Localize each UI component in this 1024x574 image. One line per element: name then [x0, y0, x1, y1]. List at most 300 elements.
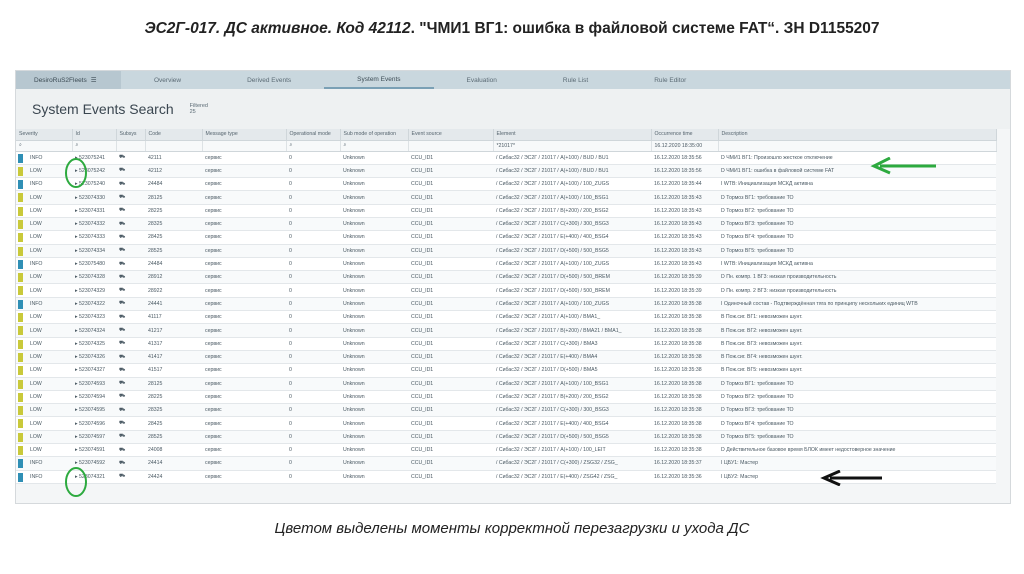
sub-mode-cell: Unknown [340, 311, 408, 324]
occurrence-time-cell: 16.12.2020 18:35:43 [651, 217, 718, 230]
element-cell: / Сибас32 / ЭС2Г / 21017 / D(+500) / 500_BREM [493, 284, 651, 297]
operational-mode-cell: 0 [286, 444, 340, 457]
code-cell: 24424 [145, 470, 202, 483]
element-cell: / Сибас32 / ЭС2Г / 21017 / С(+300) / 300_BSG3 [493, 404, 651, 417]
filter-cell[interactable] [718, 140, 996, 151]
code-cell: 24484 [145, 257, 202, 270]
expand-arrow-icon[interactable]: ▸ [75, 154, 80, 161]
expand-arrow-icon[interactable]: ▸ [75, 207, 80, 214]
id-cell [72, 444, 116, 457]
expand-arrow-icon[interactable]: ▸ [75, 181, 80, 188]
occurrence-time-cell: 16.12.2020 18:35:43 [651, 191, 718, 204]
table-row[interactable] [16, 324, 996, 337]
operational-mode-cell: 0 [286, 204, 340, 217]
severity-color-bar [18, 193, 23, 202]
expand-arrow-icon[interactable]: ▸ [75, 407, 80, 414]
severity-text: LOW [30, 447, 42, 454]
element-cell: / Сибас32 / ЭС2Г / 21017 / А(+100) / 100_ZUGS [493, 297, 651, 310]
description-cell: В Пож.сиг. ВГ4: невозможен шунт. [718, 350, 996, 363]
code-cell: 28922 [145, 284, 202, 297]
operational-mode-cell: 0 [286, 297, 340, 310]
event-source-cell: CCU_ID1 [408, 204, 493, 217]
column-header[interactable]: Occurrence time [651, 129, 718, 140]
id-cell [72, 430, 116, 443]
element-cell: / Сибас32 / ЭС2Г / 21017 / С(+300) / ZSG32 / ZSG_ [493, 457, 651, 470]
search-icon[interactable]: ⌕ [289, 142, 293, 148]
table-row[interactable] [16, 430, 996, 443]
severity-cell [16, 337, 72, 350]
id-cell [72, 191, 116, 204]
severity-text: LOW [30, 167, 42, 174]
table-row[interactable] [16, 244, 996, 257]
column-header[interactable]: Sub mode of operation [340, 129, 408, 140]
description-cell: В Пож.сиг. ВГ2: невозможен шунт. [718, 324, 996, 337]
message-type-cell: сервис [202, 271, 286, 284]
severity-cell [16, 364, 72, 377]
column-header[interactable]: Code [145, 129, 202, 140]
event-source-cell: CCU_ID1 [408, 311, 493, 324]
occurrence-time-cell: 16.12.2020 18:35:56 [651, 151, 718, 164]
severity-text: LOW [30, 194, 42, 201]
element-cell: / Сибас32 / ЭС2Г / 21017 / В(+200) / BMA21 / BMA1_ [493, 324, 651, 337]
severity-cell [16, 324, 72, 337]
id-text: 523074324 [79, 327, 106, 334]
expand-arrow-icon[interactable]: ▸ [75, 340, 80, 347]
severity-text: LOW [30, 407, 42, 414]
description-cell: В Пож.сиг. ВГ3: невозможен шунт. [718, 337, 996, 350]
element-cell: / Сибас32 / ЭС2Г / 21017 / А(+100) / BUD / BU1 [493, 164, 651, 177]
nav-evaluation[interactable]: Evaluation [466, 76, 497, 84]
slide-title-rest: . "ЧМИ1 ВГ1: ошибка в файловой системе FAT“. ЗН D1155207 [410, 20, 880, 37]
nav-system-events[interactable]: System Events [324, 71, 433, 89]
operational-mode-cell: 0 [286, 151, 340, 164]
severity-text: LOW [30, 327, 42, 334]
severity-text: LOW [30, 340, 42, 347]
sub-mode-cell: Unknown [340, 364, 408, 377]
filter-cell[interactable] [16, 140, 72, 151]
element-cell: / Сибас32 / ЭС2Г / 21017 / Е(+400) / BMA4 [493, 350, 651, 363]
subsystem-icon: ⛟ [119, 180, 126, 187]
message-type-cell: сервис [202, 364, 286, 377]
description-cell: D Тормоз ВГ2: требование ТО [718, 390, 996, 403]
severity-cell [16, 297, 72, 310]
element-cell: / Сибас32 / ЭС2Г / 21017 / D(+500) / 500_BSG5 [493, 430, 651, 443]
severity-cell [16, 350, 72, 363]
occurrence-time-cell: 16.12.2020 18:35:38 [651, 324, 718, 337]
subsys-cell [116, 151, 145, 164]
expand-arrow-icon[interactable]: ▸ [75, 221, 80, 228]
operational-mode-cell: 0 [286, 311, 340, 324]
nav-rule-list[interactable]: Rule List [562, 76, 589, 84]
severity-color-bar [18, 380, 23, 389]
app-name-menu[interactable] [16, 71, 121, 89]
message-type-cell: сервис [202, 151, 286, 164]
message-type-cell: сервис [202, 204, 286, 217]
app-window [15, 70, 1011, 504]
id-text: 523074323 [79, 314, 106, 321]
column-header[interactable]: Severity [16, 129, 72, 140]
filter-cell[interactable] [286, 140, 340, 151]
sub-mode-cell: Unknown [340, 191, 408, 204]
event-source-cell: CCU_ID1 [408, 404, 493, 417]
element-cell: / Сибас32 / ЭС2Г / 21017 / А(+100) / 100_BSG1 [493, 377, 651, 390]
operational-mode-cell: 0 [286, 257, 340, 270]
severity-cell [16, 430, 72, 443]
severity-color-bar [18, 419, 23, 428]
element-cell: / Сибас32 / ЭС2Г / 21017 / А(+100) / 100_ZUGS [493, 257, 651, 270]
slide-title [0, 20, 1024, 38]
operational-mode-cell: 0 [286, 404, 340, 417]
column-header[interactable]: Id [72, 129, 116, 140]
severity-color-bar [18, 446, 23, 455]
subsys-cell [116, 231, 145, 244]
page-header [16, 89, 1010, 129]
subsystem-icon: ⛟ [119, 393, 126, 400]
event-source-cell: CCU_ID1 [408, 337, 493, 350]
expand-arrow-icon[interactable]: ▸ [75, 300, 80, 307]
occurrence-time-cell: 16.12.2020 18:35:56 [651, 164, 718, 177]
element-cell: / Сибас32 / ЭС2Г / 21017 / Е(+400) / ZSG42 / ZSG_ [493, 470, 651, 483]
search-icon[interactable]: ⌕ [19, 142, 22, 148]
subsystem-icon: ⛟ [119, 300, 126, 307]
sub-mode-cell: Unknown [340, 457, 408, 470]
expand-arrow-icon[interactable]: ▸ [75, 314, 80, 321]
table-row[interactable] [16, 178, 996, 191]
subsys-cell [116, 364, 145, 377]
expand-arrow-icon[interactable]: ▸ [75, 247, 80, 254]
green-circle-mark-1 [62, 154, 92, 191]
id-text: 523074329 [79, 287, 106, 294]
id-text: 523074592 [79, 460, 106, 467]
subsystem-icon: ⛟ [119, 220, 126, 227]
subsystem-icon: ⛟ [119, 473, 126, 480]
severity-color-bar [18, 393, 23, 402]
operational-mode-cell: 0 [286, 364, 340, 377]
severity-text: LOW [30, 207, 42, 214]
expand-arrow-icon[interactable]: ▸ [75, 393, 80, 400]
severity-color-bar [18, 300, 23, 309]
severity-color-bar [18, 154, 23, 163]
expand-arrow-icon[interactable]: ▸ [75, 194, 80, 201]
occurrence-time-cell: 16.12.2020 18:35:44 [651, 178, 718, 191]
subsystem-icon: ⛟ [119, 273, 126, 280]
table-row[interactable] [16, 164, 996, 177]
severity-text: LOW [30, 247, 42, 254]
column-header[interactable]: Event source [408, 129, 493, 140]
severity-cell [16, 257, 72, 270]
severity-color-bar [18, 433, 23, 442]
event-source-cell: CCU_ID1 [408, 324, 493, 337]
table-row[interactable] [16, 457, 996, 470]
subsystem-icon: ⛟ [119, 420, 126, 427]
code-cell: 41417 [145, 350, 202, 363]
subsystem-icon: ⛟ [119, 459, 126, 466]
severity-text: INFO [30, 460, 43, 467]
menu-icon[interactable]: ☰ [90, 77, 97, 84]
description-cell: I ЦБУ2: Мастер [718, 470, 996, 483]
table-row[interactable] [16, 204, 996, 217]
operational-mode-cell: 0 [286, 164, 340, 177]
severity-color-bar [18, 167, 23, 176]
expand-arrow-icon[interactable]: ▸ [75, 447, 80, 454]
sub-mode-cell: Unknown [340, 337, 408, 350]
table-row[interactable] [16, 417, 996, 430]
message-type-cell: сервис [202, 231, 286, 244]
expand-arrow-icon[interactable]: ▸ [75, 420, 80, 427]
operational-mode-cell: 0 [286, 324, 340, 337]
severity-text: LOW [30, 393, 42, 400]
operational-mode-cell: 0 [286, 271, 340, 284]
filter-cell[interactable] [116, 140, 145, 151]
expand-arrow-icon[interactable]: ▸ [75, 367, 80, 374]
message-type-cell: сервис [202, 337, 286, 350]
code-cell: 42111 [145, 151, 202, 164]
occurrence-time-cell: 16.12.2020 18:35:38 [651, 297, 718, 310]
filtered-label: Filtered [189, 103, 208, 109]
filter-cell[interactable] [408, 140, 493, 151]
event-source-cell: CCU_ID1 [408, 217, 493, 230]
subsys-cell [116, 390, 145, 403]
element-cell: / Сибас32 / ЭС2Г / 21017 / В(+200) / 200_BSG2 [493, 390, 651, 403]
code-cell: 28425 [145, 231, 202, 244]
code-cell: 28325 [145, 404, 202, 417]
subsystem-icon: ⛟ [119, 207, 126, 214]
event-source-cell: CCU_ID1 [408, 457, 493, 470]
severity-color-bar [18, 366, 23, 375]
nav-derived-events[interactable]: Derived Events [247, 76, 292, 84]
expand-arrow-icon[interactable]: ▸ [75, 473, 80, 480]
id-cell [72, 311, 116, 324]
subsys-cell [116, 271, 145, 284]
element-cell: / Сибас32 / ЭС2Г / 21017 / Е(+400) / 400_BSG4 [493, 231, 651, 244]
element-cell: / Сибас32 / ЭС2Г / 21017 / А(+100) / 100_LEIT [493, 444, 651, 457]
event-source-cell: CCU_ID1 [408, 257, 493, 270]
table-header [16, 129, 996, 140]
message-type-cell: сервис [202, 164, 286, 177]
filtered-number: 25 [189, 109, 196, 115]
sub-mode-cell: Unknown [340, 324, 408, 337]
message-type-cell: сервис [202, 244, 286, 257]
table-row[interactable] [16, 404, 996, 417]
table-row[interactable] [16, 231, 996, 244]
description-cell: D Тормоз ВГ2: требование ТО [718, 204, 996, 217]
subsystem-icon: ⛟ [119, 446, 126, 453]
code-cell: 41317 [145, 337, 202, 350]
expand-arrow-icon[interactable]: ▸ [75, 327, 80, 334]
sub-mode-cell: Unknown [340, 417, 408, 430]
id-text: 523074594 [79, 393, 106, 400]
code-cell: 28225 [145, 204, 202, 217]
subsys-cell [116, 350, 145, 363]
operational-mode-cell: 0 [286, 178, 340, 191]
nav-overview[interactable]: Overview [154, 76, 182, 84]
filter-cell[interactable]: *21017* [493, 140, 651, 151]
severity-color-bar [18, 473, 23, 482]
id-text: 523075241 [79, 154, 106, 161]
id-text: 523074326 [79, 354, 106, 361]
severity-cell [16, 231, 72, 244]
table-row[interactable] [16, 390, 996, 403]
code-cell: 28425 [145, 417, 202, 430]
sub-mode-cell: Unknown [340, 244, 408, 257]
code-cell: 41117 [145, 311, 202, 324]
code-cell: 42112 [145, 164, 202, 177]
occurrence-time-cell: 16.12.2020 18:35:38 [651, 390, 718, 403]
search-icon[interactable]: ⌕ [343, 142, 347, 148]
sub-mode-cell: Unknown [340, 470, 408, 483]
table-row[interactable] [16, 364, 996, 377]
filter-cell[interactable] [72, 140, 116, 151]
table-body [16, 151, 996, 483]
filter-cell[interactable] [145, 140, 202, 151]
page-title: System Events Search [32, 101, 174, 117]
filter-cell[interactable] [340, 140, 408, 151]
sub-mode-cell: Unknown [340, 430, 408, 443]
code-cell: 24484 [145, 178, 202, 191]
id-cell [72, 297, 116, 310]
operational-mode-cell: 0 [286, 284, 340, 297]
event-source-cell: CCU_ID1 [408, 271, 493, 284]
severity-text: LOW [30, 287, 42, 294]
column-header[interactable]: Operational mode [286, 129, 340, 140]
severity-text: LOW [30, 274, 42, 281]
id-text: 523074330 [79, 194, 106, 201]
top-navigation [16, 71, 1010, 89]
event-source-cell: CCU_ID1 [408, 284, 493, 297]
expand-arrow-icon[interactable]: ▸ [75, 261, 80, 268]
table-row[interactable] [16, 257, 996, 270]
filtered-count [190, 103, 208, 115]
occurrence-time-cell: 16.12.2020 18:35:39 [651, 271, 718, 284]
id-cell [72, 217, 116, 230]
code-cell: 28525 [145, 244, 202, 257]
description-cell: D Пн. компр. 2 ВГ3: низкая производительность [718, 284, 996, 297]
severity-text: LOW [30, 420, 42, 427]
subsys-cell [116, 178, 145, 191]
table-row[interactable] [16, 151, 996, 164]
id-cell [72, 204, 116, 217]
id-cell [72, 284, 116, 297]
event-source-cell: CCU_ID1 [408, 364, 493, 377]
description-cell: D Тормоз ВГ3: требование ТО [718, 404, 996, 417]
description-cell: D ЧМИ1 ВГ1: Произошло жесткое отключение [718, 151, 996, 164]
severity-color-bar [18, 353, 23, 362]
description-cell: D Тормоз ВГ5: требование ТО [718, 430, 996, 443]
id-text: 523075480 [79, 261, 106, 268]
operational-mode-cell: 0 [286, 231, 340, 244]
operational-mode-cell: 0 [286, 417, 340, 430]
subsystem-icon: ⛟ [119, 406, 126, 413]
severity-color-bar [18, 247, 23, 256]
code-cell: 28125 [145, 377, 202, 390]
description-cell: D ЧМИ1 ВГ1: ошибка в файловой системе FAT [718, 164, 996, 177]
severity-color-bar [18, 326, 23, 335]
operational-mode-cell: 0 [286, 191, 340, 204]
table-row[interactable] [16, 271, 996, 284]
table-row[interactable] [16, 350, 996, 363]
filter-cell[interactable] [202, 140, 286, 151]
column-header[interactable]: Description [718, 129, 996, 140]
expand-arrow-icon[interactable]: ▸ [75, 380, 80, 387]
id-cell [72, 417, 116, 430]
description-cell: I WTB: Инициализация МСКД активна [718, 178, 996, 191]
occurrence-time-cell: 16.12.2020 18:35:38 [651, 364, 718, 377]
code-cell: 28325 [145, 217, 202, 230]
occurrence-time-cell: 16.12.2020 18:35:39 [651, 284, 718, 297]
table-row[interactable] [16, 337, 996, 350]
subsys-cell [116, 470, 145, 483]
column-header[interactable]: Element [493, 129, 651, 140]
expand-arrow-icon[interactable]: ▸ [75, 274, 80, 281]
column-header[interactable]: Subsys [116, 129, 145, 140]
sub-mode-cell: Unknown [340, 257, 408, 270]
severity-cell [16, 204, 72, 217]
severity-text: LOW [30, 234, 42, 241]
table-row[interactable] [16, 444, 996, 457]
description-cell: В Пож.сиг. ВГ1: невозможен шунт. [718, 311, 996, 324]
expand-arrow-icon[interactable]: ▸ [75, 460, 80, 467]
nav-rule-editor[interactable]: Rule Editor [654, 76, 687, 84]
severity-cell [16, 404, 72, 417]
sub-mode-cell: Unknown [340, 164, 408, 177]
description-cell: I Одиночный состав - Подтверждённая тяга по принципу нескольких единиц WTB [718, 297, 996, 310]
id-text: 523074334 [79, 247, 106, 254]
table-row[interactable] [16, 217, 996, 230]
code-cell: 41517 [145, 364, 202, 377]
table-row[interactable] [16, 297, 996, 310]
sub-mode-cell: Unknown [340, 151, 408, 164]
id-cell [72, 324, 116, 337]
table-row[interactable] [16, 377, 996, 390]
message-type-cell: сервис [202, 191, 286, 204]
subsystem-icon: ⛟ [119, 313, 126, 320]
expand-arrow-icon[interactable]: ▸ [75, 433, 80, 440]
green-arrow-mark [868, 157, 938, 175]
element-cell: / Сибас32 / ЭС2Г / 21017 / D(+500) / 500_BSG5 [493, 244, 651, 257]
column-header[interactable]: Message type [202, 129, 286, 140]
subsystem-icon: ⛟ [119, 154, 126, 161]
message-type-cell: сервис [202, 404, 286, 417]
id-text: 523074333 [79, 234, 106, 241]
message-type-cell: сервис [202, 350, 286, 363]
expand-arrow-icon[interactable]: ▸ [75, 354, 80, 361]
expand-arrow-icon[interactable]: ▸ [75, 167, 80, 174]
expand-arrow-icon[interactable]: ▸ [75, 234, 80, 241]
subsystem-icon: ⛟ [119, 340, 126, 347]
message-type-cell: сервис [202, 257, 286, 270]
occurrence-time-cell: 16.12.2020 18:35:43 [651, 204, 718, 217]
subsys-cell [116, 191, 145, 204]
filter-cell[interactable]: 16.12.2020 18:35:00 [651, 140, 718, 151]
table-row[interactable] [16, 284, 996, 297]
green-circle-mark-2 [62, 464, 92, 498]
table-row[interactable] [16, 311, 996, 324]
severity-cell [16, 444, 72, 457]
element-cell: / Сибас32 / ЭС2Г / 21017 / С(+300) / BMA3 [493, 337, 651, 350]
occurrence-time-cell: 16.12.2020 18:35:38 [651, 430, 718, 443]
subsys-cell [116, 164, 145, 177]
event-source-cell: CCU_ID1 [408, 164, 493, 177]
table-row[interactable] [16, 191, 996, 204]
severity-color-bar [18, 406, 23, 415]
severity-cell [16, 284, 72, 297]
code-cell: 28125 [145, 191, 202, 204]
expand-arrow-icon[interactable]: ▸ [75, 287, 80, 294]
message-type-cell: сервис [202, 417, 286, 430]
search-icon[interactable]: ⌕ [75, 142, 79, 148]
element-cell: / Сибас32 / ЭС2Г / 21017 / А(+100) / 100_ZUGS [493, 178, 651, 191]
black-arrow-mark [820, 470, 884, 486]
